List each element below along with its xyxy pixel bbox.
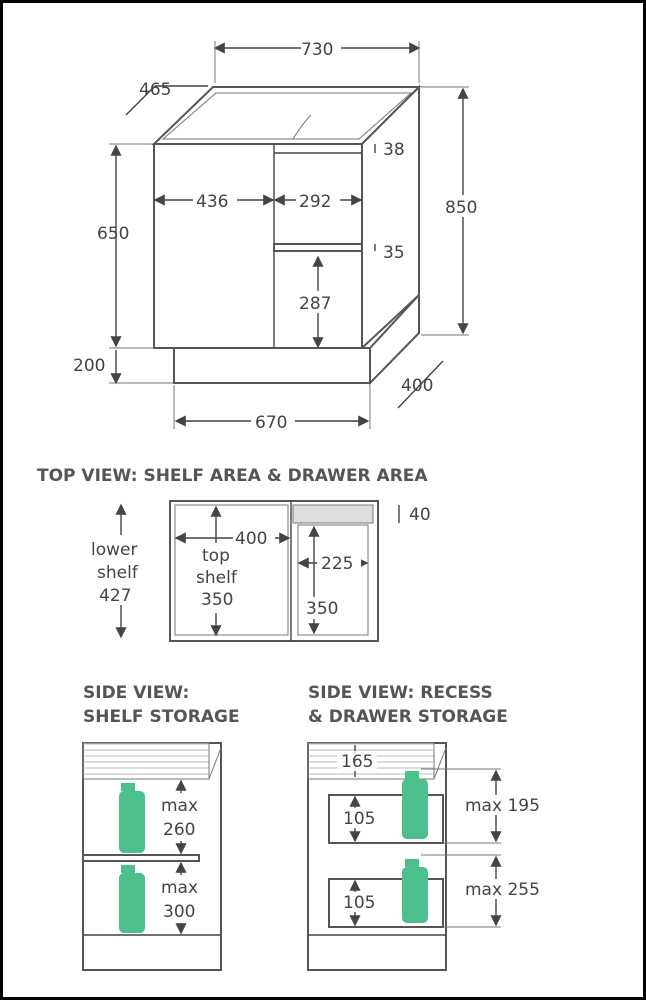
- side-shelf-title-1: SIDE VIEW:: [83, 683, 190, 703]
- label-465: 465: [139, 80, 172, 100]
- label-436: 436: [196, 192, 229, 212]
- top-view: [37, 466, 431, 641]
- shelf-board: [83, 855, 199, 861]
- bottle-upper: [119, 783, 145, 853]
- bottle-recess-lower: [402, 859, 428, 923]
- label-40: 40: [409, 505, 431, 525]
- label-730: 730: [301, 40, 334, 60]
- side-shelf-title-2: SHELF STORAGE: [83, 707, 240, 727]
- label-max-195: max 195: [465, 796, 540, 816]
- side-recess-title-1: SIDE VIEW: RECESS: [308, 683, 493, 703]
- label-top: top: [202, 546, 230, 566]
- label-400: 400: [401, 376, 434, 396]
- label-400-top: 400: [235, 529, 268, 549]
- label-38: 38: [383, 140, 405, 160]
- label-105-lower: 105: [343, 893, 376, 913]
- label-105-upper: 105: [343, 809, 376, 829]
- side-view-shelf: [83, 683, 240, 970]
- label-670: 670: [255, 413, 288, 433]
- label-max-lower: max: [161, 878, 199, 898]
- label-lower: lower: [91, 540, 138, 560]
- label-350-drawer: 350: [306, 599, 339, 619]
- side-recess-title-2: & DRAWER STORAGE: [308, 707, 508, 727]
- bottle-recess-upper: [402, 771, 428, 839]
- shelf-top-slab: [83, 743, 209, 779]
- label-225: 225: [321, 554, 354, 574]
- label-650: 650: [97, 224, 130, 244]
- bottle-lower: [119, 865, 145, 933]
- label-lower-shelf: shelf: [97, 563, 138, 583]
- label-max-255: max 255: [465, 880, 540, 900]
- label-850: 850: [445, 198, 478, 218]
- label-292: 292: [299, 192, 332, 212]
- label-165: 165: [341, 752, 374, 772]
- top-view-drawer-recess: [293, 505, 373, 523]
- side-view-recess: [308, 683, 549, 970]
- label-300: 300: [163, 902, 196, 922]
- label-350-top: 350: [201, 590, 234, 610]
- label-287: 287: [299, 294, 332, 314]
- label-35: 35: [383, 243, 405, 263]
- label-427: 427: [99, 586, 132, 606]
- drawer-divider: [274, 244, 362, 251]
- vanity-dimension-diagram: [3, 3, 646, 1003]
- label-max-upper: max: [161, 796, 199, 816]
- label-top-shelf: shelf: [196, 568, 237, 588]
- cabinet-plinth: [174, 348, 370, 383]
- front-view: [73, 37, 485, 433]
- label-260: 260: [163, 820, 196, 840]
- label-200: 200: [73, 356, 106, 376]
- top-view-title: TOP VIEW: SHELF AREA & DRAWER AREA: [37, 466, 428, 486]
